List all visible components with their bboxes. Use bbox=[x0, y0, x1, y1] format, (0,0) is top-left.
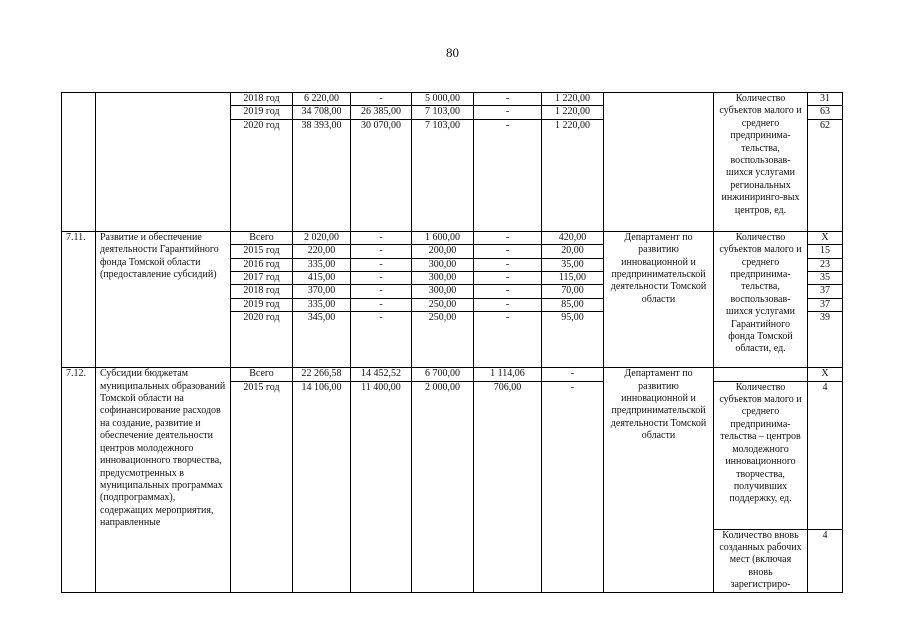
cell-fed: 14 452,52 bbox=[351, 368, 412, 381]
cell-num: 7.11. bbox=[62, 231, 96, 367]
cell-year: 2018 год bbox=[231, 285, 293, 298]
cell-value: 35 bbox=[808, 272, 843, 285]
cell-loc: - bbox=[474, 231, 542, 244]
cell-fed: - bbox=[351, 312, 412, 368]
budget-table bbox=[61, 92, 843, 593]
cell-fed: 11 400,00 bbox=[351, 381, 412, 592]
cell-year: 2018 год bbox=[231, 93, 293, 106]
cell-fed: - bbox=[351, 258, 412, 271]
cell-year: 2019 год bbox=[231, 106, 293, 119]
cell-value: 15 bbox=[808, 245, 843, 258]
cell-fed: - bbox=[351, 285, 412, 298]
page-number: 80 bbox=[446, 45, 459, 60]
cell-name: Субсидии бюджетам муниципальных образований Томской области на софинансирование расходов на создание, развитие и обеспечение деятельности центров молодежного инновационного творчества, предусмотренных в муниципальных программах (подпрограммах), содержащих мероприятия, направленные bbox=[96, 368, 231, 592]
cell-loc: - bbox=[474, 272, 542, 285]
cell-indicator: Количество субъектов малого и среднего предпринима-тельства – центров молодежного инновационного творчества, получивших поддержку, ед. bbox=[714, 381, 808, 529]
cell-total: 335,00 bbox=[293, 298, 351, 311]
cell-loc: - bbox=[474, 285, 542, 298]
cell-reg: 300,00 bbox=[412, 285, 474, 298]
cell-year: Всего bbox=[231, 368, 293, 381]
table-row bbox=[62, 231, 843, 244]
cell-reg: 7 103,00 bbox=[412, 119, 474, 231]
cell-fed: - bbox=[351, 93, 412, 106]
cell-fed: - bbox=[351, 298, 412, 311]
cell-loc: - bbox=[474, 298, 542, 311]
cell-fed: - bbox=[351, 245, 412, 258]
cell-loc: - bbox=[474, 93, 542, 106]
cell-reg: 2 000,00 bbox=[412, 381, 474, 592]
cell-value: 62 bbox=[808, 119, 843, 231]
cell-reg: 1 600,00 bbox=[412, 231, 474, 244]
cell-reg: 6 700,00 bbox=[412, 368, 474, 381]
cell-extra: 85,00 bbox=[542, 298, 604, 311]
cell-extra: 420,00 bbox=[542, 231, 604, 244]
cell-year: 2017 год bbox=[231, 272, 293, 285]
cell-loc: 706,00 bbox=[474, 381, 542, 592]
cell-reg: 300,00 bbox=[412, 258, 474, 271]
cell-value: 23 bbox=[808, 258, 843, 271]
cell-total: 14 106,00 bbox=[293, 381, 351, 592]
cell-extra: - bbox=[542, 368, 604, 381]
cell-executor: Департамент по развитию инновационной и предпринимательской деятельности Томской области bbox=[604, 231, 714, 367]
cell-extra: 115,00 bbox=[542, 272, 604, 285]
cell-total: 370,00 bbox=[293, 285, 351, 298]
cell-total: 38 393,00 bbox=[293, 119, 351, 231]
cell-year: 2016 год bbox=[231, 258, 293, 271]
cell-reg: 250,00 bbox=[412, 298, 474, 311]
cell-total: 22 266,58 bbox=[293, 368, 351, 381]
cell-loc: - bbox=[474, 258, 542, 271]
cell-reg: 250,00 bbox=[412, 312, 474, 368]
cell-value: 4 bbox=[808, 381, 843, 529]
cell-extra: 20,00 bbox=[542, 245, 604, 258]
cell-extra: 1 220,00 bbox=[542, 93, 604, 106]
cell-loc: - bbox=[474, 106, 542, 119]
cell-total: 2 020,00 bbox=[293, 231, 351, 244]
cell-fed: 26 385,00 bbox=[351, 106, 412, 119]
cell-value: 4 bbox=[808, 529, 843, 592]
cell-total: 345,00 bbox=[293, 312, 351, 368]
cell-extra: 95,00 bbox=[542, 312, 604, 368]
cell-executor bbox=[604, 93, 714, 232]
cell-year: 2020 год bbox=[231, 312, 293, 368]
cell-fed: - bbox=[351, 231, 412, 244]
cell-year: 2019 год bbox=[231, 298, 293, 311]
cell-indicator-empty bbox=[714, 368, 808, 381]
cell-reg: 300,00 bbox=[412, 272, 474, 285]
cell-value: 37 bbox=[808, 285, 843, 298]
cell-indicator: Количество вновь созданных рабочих мест (включая вновь зарегистриро- bbox=[714, 529, 808, 592]
cell-extra: - bbox=[542, 381, 604, 592]
cell-total: 6 220,00 bbox=[293, 93, 351, 106]
cell-value: X bbox=[808, 231, 843, 244]
cell-value: 63 bbox=[808, 106, 843, 119]
cell-value: 39 bbox=[808, 312, 843, 368]
cell-value: 31 bbox=[808, 93, 843, 106]
cell-reg: 7 103,00 bbox=[412, 106, 474, 119]
cell-loc: - bbox=[474, 312, 542, 368]
cell-name: Развитие и обеспечение деятельности Гарантийного фонда Томской области (предоставление субсидий) bbox=[96, 231, 231, 367]
cell-year: 2020 год bbox=[231, 119, 293, 231]
table-row bbox=[62, 93, 843, 106]
cell-total: 34 708,00 bbox=[293, 106, 351, 119]
cell-num: 7.12. bbox=[62, 368, 96, 592]
cell-extra: 70,00 bbox=[542, 285, 604, 298]
cell-value: 37 bbox=[808, 298, 843, 311]
cell-executor: Департамент по развитию инновационной и предпринимательской деятельности Томской области bbox=[604, 368, 714, 592]
cell-fed: 30 070,00 bbox=[351, 119, 412, 231]
cell-extra: 35,00 bbox=[542, 258, 604, 271]
cell-year: 2015 год bbox=[231, 381, 293, 592]
cell-loc: 1 114,06 bbox=[474, 368, 542, 381]
cell-reg: 200,00 bbox=[412, 245, 474, 258]
cell-reg: 5 000,00 bbox=[412, 93, 474, 106]
cell-num bbox=[62, 93, 96, 232]
cell-value: X bbox=[808, 368, 843, 381]
cell-total: 335,00 bbox=[293, 258, 351, 271]
cell-total: 220,00 bbox=[293, 245, 351, 258]
cell-extra: 1 220,00 bbox=[542, 119, 604, 231]
cell-year: Всего bbox=[231, 231, 293, 244]
cell-year: 2015 год bbox=[231, 245, 293, 258]
cell-indicator: Количество субъектов малого и среднего предпринима-тельства, воспользовав-шихся услугами Гарантийного фонда Томской области, ед. bbox=[714, 231, 808, 367]
cell-fed: - bbox=[351, 272, 412, 285]
table-row bbox=[62, 368, 843, 381]
cell-loc: - bbox=[474, 245, 542, 258]
cell-name bbox=[96, 93, 231, 232]
cell-indicator: Количество субъектов малого и среднего предпринима-тельства, воспользовав-шихся услугами региональных инжиниринго-вых центров, ед. bbox=[714, 93, 808, 232]
cell-loc: - bbox=[474, 119, 542, 231]
cell-extra: 1 220,00 bbox=[542, 106, 604, 119]
cell-total: 415,00 bbox=[293, 272, 351, 285]
